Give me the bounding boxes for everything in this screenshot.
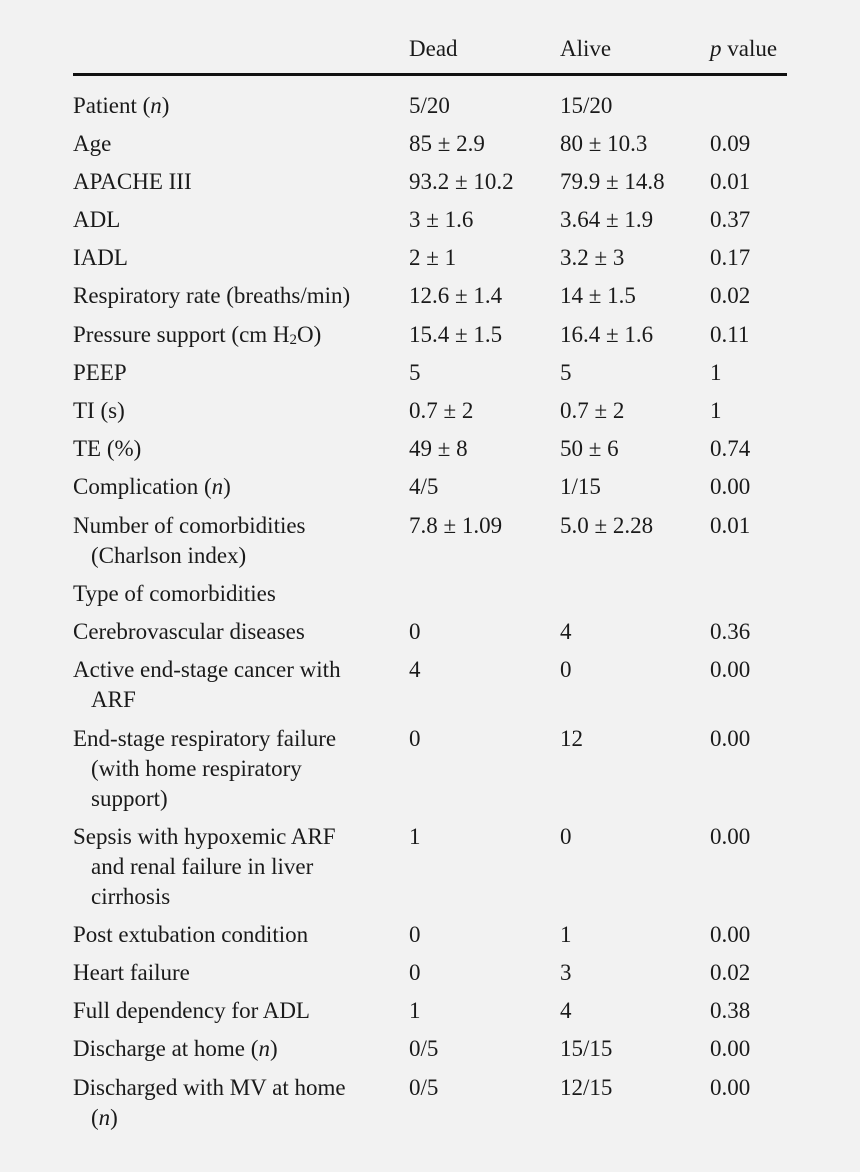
cell-dead: 1 [409, 998, 421, 1023]
cell-alive: 80 ± 10.3 [560, 131, 648, 156]
row-label-continuation: (with home respiratory [91, 756, 302, 781]
row-label [73, 1073, 393, 1133]
cell-alive: 0 [560, 657, 572, 682]
row-label-text: Pressure support (cm H [73, 322, 290, 347]
row-label [73, 167, 393, 197]
cell-p-value: 0.37 [710, 207, 751, 232]
row-label [73, 472, 393, 502]
header-rule [73, 73, 787, 76]
row-label [73, 511, 393, 571]
header-p-italic: p [710, 36, 722, 61]
cell-dead: 0 [409, 960, 421, 985]
cell-dead: 12.6 ± 1.4 [409, 283, 503, 308]
row-label [73, 579, 393, 609]
cell-alive: 3.64 ± 1.9 [560, 207, 654, 232]
cell-dead: 0 [409, 726, 421, 751]
cell-alive: 16.4 ± 1.6 [560, 322, 654, 347]
row-label [73, 996, 393, 1026]
cell-dead: 4/5 [409, 474, 439, 499]
row-label-text: Complication ( [73, 474, 212, 499]
cell-alive: 5.0 ± 2.28 [560, 513, 654, 538]
row-label [73, 205, 393, 235]
cell-p-value: 0.00 [710, 824, 751, 849]
row-label-text: APACHE III [73, 169, 192, 194]
row-label-text: Active end-stage cancer with [73, 657, 341, 682]
cell-dead: 49 ± 8 [409, 436, 468, 461]
row-label-continuation: (n) [91, 1105, 118, 1130]
cell-alive: 15/15 [560, 1036, 613, 1061]
cell-alive: 12 [560, 726, 583, 751]
header-p-value [710, 36, 777, 62]
row-label-subscript: 2 [289, 332, 298, 348]
cell-dead: 0 [409, 619, 421, 644]
row-label [73, 320, 393, 350]
cell-p-value: 1 [710, 360, 722, 385]
row-label [73, 617, 393, 647]
row-label-text: End-stage respiratory failure [73, 726, 337, 751]
row-label [73, 396, 393, 426]
cell-p-value: 0.00 [710, 1075, 751, 1100]
cell-alive: 50 ± 6 [560, 436, 619, 461]
cell-dead: 0/5 [409, 1036, 439, 1061]
row-label-text: Age [73, 131, 112, 156]
row-label-text: Number of comorbidities [73, 513, 306, 538]
row-label [73, 91, 393, 121]
cell-p-value: 0.00 [710, 726, 751, 751]
row-label [73, 243, 393, 273]
cell-p-value: 0.01 [710, 513, 751, 538]
row-label-suffix: ) [223, 474, 231, 499]
cell-p-value: 0.00 [710, 474, 751, 499]
row-label [73, 920, 393, 950]
cell-dead: 0/5 [409, 1075, 439, 1100]
row-label [73, 724, 393, 814]
cell-alive: 4 [560, 619, 572, 644]
cell-alive: 12/15 [560, 1075, 613, 1100]
cell-p-value: 0.11 [710, 322, 750, 347]
row-label-text: TI (s) [73, 398, 125, 423]
cell-alive: 14 ± 1.5 [560, 283, 636, 308]
cell-dead: 1 [409, 824, 421, 849]
row-label-continuation: support) [91, 786, 168, 811]
row-label-text: Patient ( [73, 93, 151, 118]
cell-p-value: 0.02 [710, 960, 751, 985]
row-label-continuation: (Charlson index) [91, 543, 247, 568]
cell-p-value: 0.01 [710, 169, 751, 194]
row-label-continuation: cirrhosis [91, 884, 171, 909]
row-label-suffix: ) [161, 93, 170, 118]
cell-dead: 15.4 ± 1.5 [409, 322, 503, 347]
cell-dead: 0 [409, 922, 421, 947]
table-header [0, 36, 860, 66]
row-label [73, 281, 393, 311]
cell-dead: 0.7 ± 2 [409, 398, 474, 423]
cell-p-value: 0.00 [710, 657, 751, 682]
cell-alive: 3 [560, 960, 572, 985]
row-label-text: Full dependency for ADL [73, 998, 310, 1023]
row-label-text: Discharged with MV at home [73, 1075, 346, 1100]
cell-alive: 0 [560, 824, 572, 849]
row-label-italic: n [258, 1036, 270, 1061]
cell-dead: 85 ± 2.9 [409, 131, 485, 156]
cell-alive: 3.2 ± 3 [560, 245, 625, 270]
row-label-suffix: O) [297, 322, 322, 347]
cell-alive: 0.7 ± 2 [560, 398, 625, 423]
row-label [73, 958, 393, 988]
cell-p-value: 0.00 [710, 1036, 751, 1061]
row-label-text: Heart failure [73, 960, 190, 985]
cell-alive: 1/15 [560, 474, 601, 499]
row-label-continuation: and renal failure in liver [91, 854, 314, 879]
row-label-text: IADL [73, 245, 128, 270]
row-label-text: Respiratory rate (breaths/min) [73, 283, 351, 308]
row-label [73, 822, 393, 912]
row-label [73, 129, 393, 159]
cell-p-value: 0.09 [710, 131, 751, 156]
cell-p-value: 0.36 [710, 619, 751, 644]
cell-p-value: 0.00 [710, 922, 751, 947]
row-label-text: TE (%) [73, 436, 142, 461]
row-label-suffix: ) [269, 1036, 278, 1061]
row-label-text: Cerebrovascular diseases [73, 619, 305, 644]
row-label-text: PEEP [73, 360, 127, 385]
cell-alive: 79.9 ± 14.8 [560, 169, 665, 194]
row-label [73, 655, 393, 715]
header-p-rest: value [721, 36, 778, 61]
cell-p-value: 0.17 [710, 245, 751, 270]
cell-alive: 5 [560, 360, 572, 385]
row-label-text: Post extubation condition [73, 922, 309, 947]
cell-alive: 15/20 [560, 93, 613, 118]
row-label [73, 434, 393, 464]
row-label [73, 358, 393, 388]
row-label-text: ADL [73, 207, 121, 232]
row-label-italic: n [211, 474, 224, 499]
cell-alive: 1 [560, 922, 572, 947]
cell-dead: 93.2 ± 10.2 [409, 169, 514, 194]
row-label-text: Discharge at home ( [73, 1036, 259, 1061]
cell-p-value: 0.02 [710, 283, 751, 308]
cell-alive: 4 [560, 998, 572, 1023]
row-label-text: Sepsis with hypoxemic ARF [73, 824, 336, 849]
cell-dead: 2 ± 1 [409, 245, 457, 270]
cell-p-value: 0.38 [710, 998, 751, 1023]
row-label-continuation: ARF [91, 687, 136, 712]
cell-dead: 5/20 [409, 93, 450, 118]
row-label [73, 1034, 393, 1064]
row-label-italic: n [150, 93, 162, 118]
cell-dead: 3 ± 1.6 [409, 207, 474, 232]
cell-dead: 7.8 ± 1.09 [409, 513, 503, 538]
header-dead: Dead [409, 36, 458, 61]
row-label-text: Type of comorbidities [73, 581, 276, 606]
cell-p-value: 1 [710, 398, 722, 423]
cell-dead: 5 [409, 360, 421, 385]
header-alive: Alive [560, 36, 612, 61]
cell-p-value: 0.74 [710, 436, 751, 461]
cell-dead: 4 [409, 657, 421, 682]
